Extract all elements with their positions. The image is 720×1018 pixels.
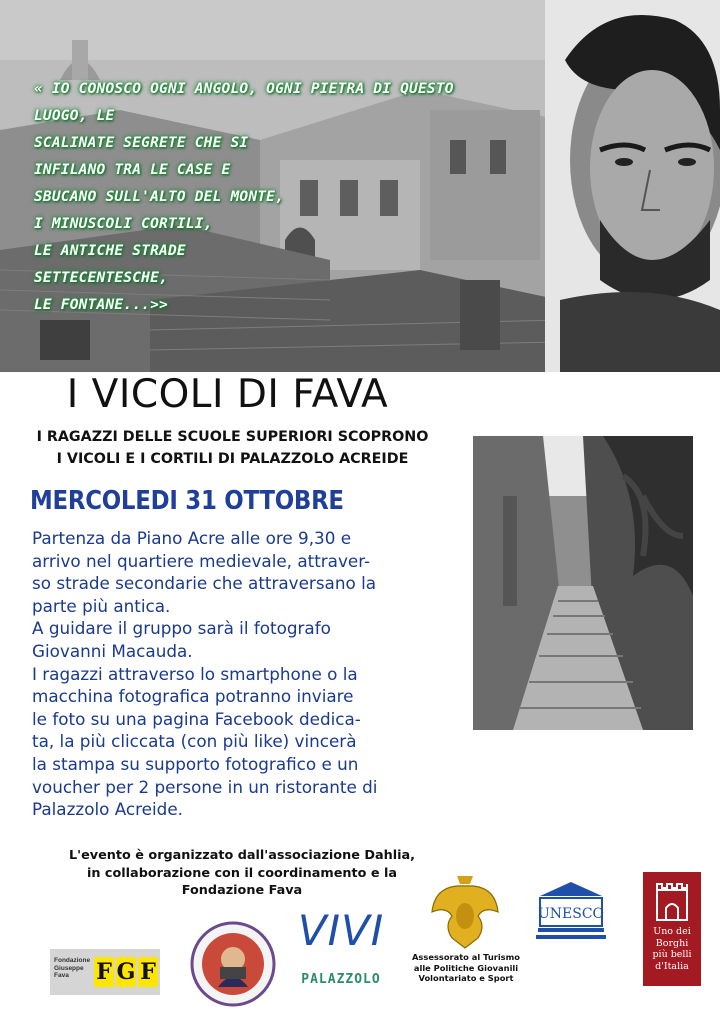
quote-line: LUOGO, LE	[34, 108, 115, 124]
description-line: A guidare il gruppo sarà il fotografo	[32, 618, 331, 639]
subtitle-line: I VICOLI E I CORTILI DI PALAZZOLO ACREIDE	[56, 451, 409, 467]
header-photo	[0, 0, 720, 372]
description-line: arrivo nel quartiere medievale, attraver-	[32, 550, 371, 571]
description-line: la stampa su supporto fotografico e un	[32, 753, 359, 774]
description-line: ta, la più cliccata (con più like) vincerà	[32, 731, 357, 752]
description-line: voucher per 2 persone in un ristorante di	[32, 776, 378, 797]
fondazione-fava-logo	[50, 949, 160, 995]
unesco-word: UNESCO	[537, 906, 605, 922]
alley-photo	[473, 436, 693, 730]
organizer-line: L'evento è organizzato dall'associazione Dahlia,	[69, 848, 415, 863]
quote-line: LE FONTANE...>>	[34, 297, 168, 313]
quote-line: INFILANO TRA LE CASE E	[34, 162, 231, 178]
description-line: le foto su una pagina Facebook dedica-	[32, 708, 361, 729]
subtitle	[0, 426, 465, 470]
description-line: Palazzolo Acreide.	[32, 799, 183, 820]
borghi-piu-belli-logo	[643, 872, 701, 986]
description-line: macchina fotografica potranno inviare	[32, 686, 354, 707]
description-line: Partenza da Piano Acre alle ore 9,30 e	[32, 528, 352, 548]
organizer-note	[0, 847, 484, 900]
description-line: so strade secondarie che attraversano la	[32, 573, 377, 594]
quote-line: SBUCANO SULL'ALTO DEL MONTE,	[34, 189, 285, 205]
vivi-subtitle: PALAZZOLO	[301, 972, 381, 987]
description-line: I ragazzi attraverso lo smartphone o la	[32, 663, 358, 684]
organizer-line: in collaborazione con il coordinamento e la	[86, 865, 398, 881]
eagle-crest-icon	[430, 872, 500, 950]
borghi-caption: Uno dei Borghi più belli d'Italia	[652, 926, 692, 972]
quote-line: SETTECENTESCHE,	[34, 270, 168, 286]
vivi-palazzolo-logo	[288, 906, 394, 998]
subtitle-line: I RAGAZZI DELLE SCUOLE SUPERIORI SCOPRONO	[36, 429, 429, 445]
fava-quote	[34, 76, 484, 319]
event-date: MERCOLEDI 31 OTTOBRE	[30, 486, 344, 516]
quote-line: LE ANTICHE STRADE	[34, 243, 186, 259]
description-line: Giovanni Macauda.	[32, 640, 193, 661]
quote-line: SCALINATE SEGRETE CHE SI	[34, 135, 249, 151]
school-badge-logo	[190, 921, 276, 1007]
page-title: I VICOLI DI FAVA	[66, 372, 389, 417]
quote-line: « IO CONOSCO OGNI ANGOLO, OGNI PIETRA DI QUESTO	[34, 81, 454, 97]
event-description	[32, 527, 427, 821]
vivi-word: VIVI	[297, 906, 385, 955]
assessorato-caption: Assessorato al Turismo alle Politiche Giovanili Volontariato e Sport	[412, 952, 520, 983]
organizer-line: Fondazione Fava	[181, 883, 303, 898]
unesco-logo	[536, 880, 606, 944]
fgf-caption: Fondazione Giuseppe Fava	[54, 957, 91, 979]
quote-line: I MINUSCOLI CORTILI,	[34, 216, 213, 232]
fgf-letters: F G F	[94, 957, 158, 987]
description-line: parte più antica.	[32, 595, 171, 616]
